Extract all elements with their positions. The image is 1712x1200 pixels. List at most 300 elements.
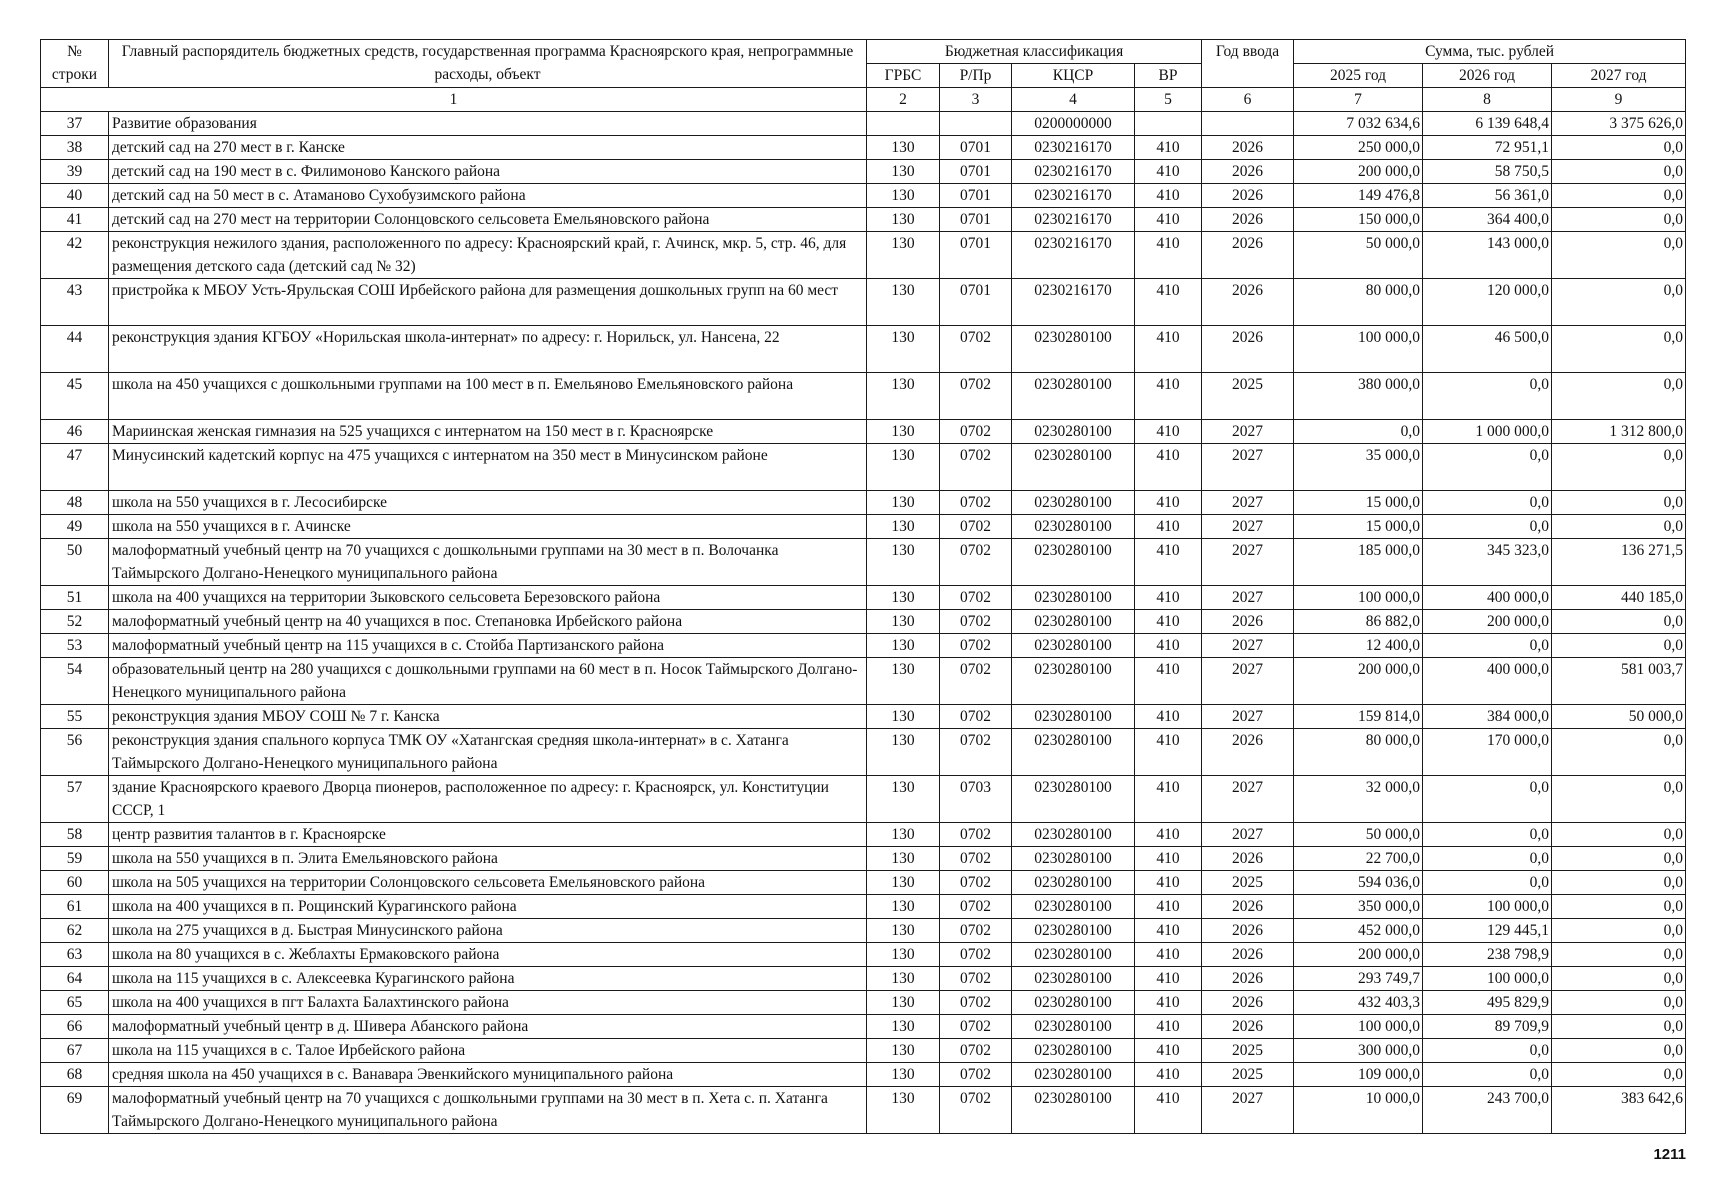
sum-2026: 0,0 [1423,634,1552,658]
sum-2025: 150 000,0 [1294,208,1423,232]
row-number: 64 [41,967,109,991]
year-intro: 2026 [1202,279,1294,326]
sum-2027: 0,0 [1552,847,1686,871]
vr-code: 410 [1135,326,1202,373]
sum-2027: 0,0 [1552,491,1686,515]
sum-2027: 0,0 [1552,729,1686,776]
rpr-code: 0702 [940,1087,1012,1134]
rpr-code: 0702 [940,943,1012,967]
sum-2027: 0,0 [1552,1039,1686,1063]
row-number: 57 [41,776,109,823]
rpr-code: 0701 [940,208,1012,232]
header-vr: ВР [1135,64,1202,88]
row-number: 68 [41,1063,109,1087]
sum-2026: 0,0 [1423,491,1552,515]
grbs-code: 130 [867,136,940,160]
sum-2026: 120 000,0 [1423,279,1552,326]
header-col-num: 1 [41,88,867,112]
row-number: 67 [41,1039,109,1063]
grbs-code: 130 [867,1087,940,1134]
year-intro: 2025 [1202,1039,1294,1063]
row-number: 69 [41,1087,109,1134]
sum-2025: 32 000,0 [1294,776,1423,823]
vr-code: 410 [1135,991,1202,1015]
grbs-code: 130 [867,847,940,871]
rpr-code: 0702 [940,373,1012,420]
sum-2026: 170 000,0 [1423,729,1552,776]
sum-2025: 594 036,0 [1294,871,1423,895]
kcsr-code: 0230280100 [1012,823,1135,847]
rpr-code: 0702 [940,539,1012,586]
sum-2027: 0,0 [1552,515,1686,539]
year-intro: 2027 [1202,444,1294,491]
budget-table-sheet [40,39,1685,1134]
row-number: 39 [41,160,109,184]
rpr-code: 0702 [940,1063,1012,1087]
row-number: 46 [41,420,109,444]
grbs-code: 130 [867,1063,940,1087]
kcsr-code: 0230280100 [1012,967,1135,991]
grbs-code: 130 [867,729,940,776]
sum-2026: 6 139 648,4 [1423,112,1552,136]
rpr-code: 0702 [940,634,1012,658]
sum-2027: 1 312 800,0 [1552,420,1686,444]
year-intro: 2026 [1202,729,1294,776]
rpr-code: 0702 [940,919,1012,943]
header-sum: Сумма, тыс. рублей [1294,40,1686,64]
table-row [41,1039,1686,1063]
object-name: центр развития талантов в г. Красноярске [109,823,867,847]
sum-2026: 0,0 [1423,515,1552,539]
table-row [41,895,1686,919]
row-number: 41 [41,208,109,232]
row-number: 52 [41,610,109,634]
table-row [41,586,1686,610]
object-name: малоформатный учебный центр на 115 учащихся в с. Стойба Партизанского района [109,634,867,658]
table-header [41,40,1686,112]
sum-2025: 100 000,0 [1294,326,1423,373]
rpr-code: 0702 [940,1015,1012,1039]
rpr-code: 0702 [940,515,1012,539]
table-row [41,208,1686,232]
year-intro: 2026 [1202,943,1294,967]
object-name: Мариинская женская гимназия на 525 учащихся с интернатом на 150 мест в г. Красноярске [109,420,867,444]
vr-code: 410 [1135,160,1202,184]
object-name: реконструкция здания КГБОУ «Норильская школа-интернат» по адресу: г. Норильск, ул. Нансена, 22 [109,326,867,373]
object-name: пристройка к МБОУ Усть-Ярульская СОШ Ирбейского района для размещения дошкольных групп на 60 мест [109,279,867,326]
grbs-code: 130 [867,373,940,420]
kcsr-code: 0230216170 [1012,136,1135,160]
grbs-code: 130 [867,586,940,610]
sum-2026: 400 000,0 [1423,586,1552,610]
year-intro: 2026 [1202,232,1294,279]
grbs-code: 130 [867,515,940,539]
sum-2026: 100 000,0 [1423,895,1552,919]
header-rpr: Р/Пр [940,64,1012,88]
sum-2025: 432 403,3 [1294,991,1423,1015]
sum-2027: 0,0 [1552,444,1686,491]
row-number: 63 [41,943,109,967]
table-row [41,326,1686,373]
sum-2026: 364 400,0 [1423,208,1552,232]
table-row [41,847,1686,871]
kcsr-code: 0230216170 [1012,160,1135,184]
row-number: 58 [41,823,109,847]
rpr-code: 0702 [940,326,1012,373]
vr-code: 410 [1135,847,1202,871]
year-intro: 2025 [1202,373,1294,420]
object-name: школа на 80 учащихся в с. Жеблахты Ермаковского района [109,943,867,967]
object-name: школа на 505 учащихся на территории Солонцовского сельсовета Емельяновского района [109,871,867,895]
grbs-code: 130 [867,658,940,705]
row-number: 62 [41,919,109,943]
sum-2025: 200 000,0 [1294,943,1423,967]
header-row-number [41,40,109,88]
sum-2025: 200 000,0 [1294,658,1423,705]
kcsr-code: 0230280100 [1012,515,1135,539]
object-name: средняя школа на 450 учащихся в с. Ванавара Эвенкийского муниципального района [109,1063,867,1087]
grbs-code: 130 [867,919,940,943]
sum-2026: 0,0 [1423,373,1552,420]
row-number: 37 [41,112,109,136]
year-intro: 2026 [1202,184,1294,208]
year-intro: 2027 [1202,658,1294,705]
kcsr-code: 0230280100 [1012,658,1135,705]
object-name: школа на 400 учащихся в пгт Балахта Балахтинского района [109,991,867,1015]
sum-2027: 50 000,0 [1552,705,1686,729]
header-grbs: ГРБС [867,64,940,88]
kcsr-code: 0230280100 [1012,610,1135,634]
rpr-code: 0701 [940,160,1012,184]
sum-2027: 0,0 [1552,919,1686,943]
object-name: малоформатный учебный центр в д. Шивера Абанского района [109,1015,867,1039]
header-col-num: 4 [1012,88,1135,112]
sum-2025: 100 000,0 [1294,586,1423,610]
sum-2026: 0,0 [1423,847,1552,871]
object-name: малоформатный учебный центр на 70 учащихся с дошкольными группами на 30 мест в п. Хета с. п. Хатанга Таймырского Долгано-Ненецкого муниципального района [109,1087,867,1134]
sum-2025: 149 476,8 [1294,184,1423,208]
header-col-num: 2 [867,88,940,112]
header-col-num: 3 [940,88,1012,112]
grbs-code: 130 [867,491,940,515]
year-intro: 2026 [1202,160,1294,184]
sum-2025: 10 000,0 [1294,1087,1423,1134]
table-body [41,112,1686,1134]
vr-code: 410 [1135,184,1202,208]
kcsr-code: 0230280100 [1012,919,1135,943]
grbs-code: 130 [867,420,940,444]
sum-2027: 0,0 [1552,184,1686,208]
object-name: школа на 115 учащихся в с. Алексеевка Курагинского района [109,967,867,991]
rpr-code: 0702 [940,491,1012,515]
sum-2026: 495 829,9 [1423,991,1552,1015]
table-row [41,1063,1686,1087]
row-number: 61 [41,895,109,919]
vr-code: 410 [1135,420,1202,444]
kcsr-code: 0230280100 [1012,1015,1135,1039]
table-row [41,136,1686,160]
grbs-code: 130 [867,279,940,326]
grbs-code: 130 [867,444,940,491]
vr-code: 410 [1135,871,1202,895]
sum-2026: 384 000,0 [1423,705,1552,729]
sum-2027: 0,0 [1552,871,1686,895]
grbs-code: 130 [867,776,940,823]
header-col-num: 6 [1202,88,1294,112]
table-row [41,112,1686,136]
object-name: детский сад на 190 мест в с. Филимоново Канского района [109,160,867,184]
header-main-title: Главный распорядитель бюджетных средств, государственная программа Красноярского края, непрограммные расходы, объект [109,40,867,88]
row-number: 66 [41,1015,109,1039]
kcsr-code: 0230280100 [1012,326,1135,373]
sum-2026: 0,0 [1423,1039,1552,1063]
kcsr-code: 0230280100 [1012,847,1135,871]
kcsr-code: 0230280100 [1012,1087,1135,1134]
table-row [41,1015,1686,1039]
sum-2027: 0,0 [1552,232,1686,279]
sum-2025: 15 000,0 [1294,491,1423,515]
rpr-code: 0702 [940,444,1012,491]
sum-2027: 0,0 [1552,776,1686,823]
sum-2027: 0,0 [1552,160,1686,184]
kcsr-code: 0230280100 [1012,776,1135,823]
header-col-num: 5 [1135,88,1202,112]
table-row [41,491,1686,515]
year-intro: 2025 [1202,871,1294,895]
year-intro: 2026 [1202,895,1294,919]
rpr-code [940,112,1012,136]
table-row [41,184,1686,208]
row-number: 47 [41,444,109,491]
vr-code: 410 [1135,658,1202,705]
row-number: 50 [41,539,109,586]
grbs-code: 130 [867,823,940,847]
rpr-code: 0702 [940,871,1012,895]
vr-code: 410 [1135,136,1202,160]
rpr-code: 0702 [940,705,1012,729]
rpr-code: 0702 [940,586,1012,610]
row-number: 48 [41,491,109,515]
sum-2025: 50 000,0 [1294,823,1423,847]
kcsr-code: 0230216170 [1012,208,1135,232]
sum-2026: 1 000 000,0 [1423,420,1552,444]
vr-code: 410 [1135,729,1202,776]
sum-2025: 250 000,0 [1294,136,1423,160]
vr-code: 410 [1135,1087,1202,1134]
object-name: детский сад на 50 мест в с. Атаманово Сухобузимского района [109,184,867,208]
header-kcsr: КЦСР [1012,64,1135,88]
header-row-number-symbol: № [67,43,82,60]
kcsr-code: 0230280100 [1012,1063,1135,1087]
header-budget-classification: Бюджетная классификация [867,40,1202,64]
object-name: реконструкция здания спального корпуса ТМК ОУ «Хатангская средняя школа-интернат» в с. Хатанга Таймырского Долгано-Ненецкого муниципального района [109,729,867,776]
sum-2027: 3 375 626,0 [1552,112,1686,136]
object-name: реконструкция здания МБОУ СОШ № 7 г. Канска [109,705,867,729]
object-name: школа на 550 учащихся в г. Лесосибирске [109,491,867,515]
header-year-2026: 2026 год [1423,64,1552,88]
sum-2026: 58 750,5 [1423,160,1552,184]
sum-2025: 0,0 [1294,420,1423,444]
kcsr-code: 0230280100 [1012,943,1135,967]
row-number: 54 [41,658,109,705]
year-intro [1202,112,1294,136]
year-intro: 2027 [1202,823,1294,847]
grbs-code: 130 [867,208,940,232]
sum-2027: 0,0 [1552,326,1686,373]
year-intro: 2026 [1202,208,1294,232]
sum-2026: 129 445,1 [1423,919,1552,943]
kcsr-code: 0230280100 [1012,729,1135,776]
rpr-code: 0701 [940,279,1012,326]
object-name: образовательный центр на 280 учащихся с дошкольными группами на 60 мест в п. Носок Таймырского Долгано-Ненецкого муниципального района [109,658,867,705]
rpr-code: 0702 [940,967,1012,991]
sum-2026: 46 500,0 [1423,326,1552,373]
sum-2027: 0,0 [1552,967,1686,991]
sum-2025: 86 882,0 [1294,610,1423,634]
rpr-code: 0701 [940,136,1012,160]
sum-2027: 0,0 [1552,373,1686,420]
kcsr-code: 0230216170 [1012,184,1135,208]
grbs-code: 130 [867,1015,940,1039]
vr-code: 410 [1135,515,1202,539]
year-intro: 2026 [1202,326,1294,373]
grbs-code: 130 [867,871,940,895]
sum-2026: 56 361,0 [1423,184,1552,208]
vr-code [1135,112,1202,136]
table-row [41,658,1686,705]
sum-2025: 159 814,0 [1294,705,1423,729]
rpr-code: 0702 [940,895,1012,919]
vr-code: 410 [1135,279,1202,326]
year-intro: 2026 [1202,1015,1294,1039]
vr-code: 410 [1135,1015,1202,1039]
row-number: 51 [41,586,109,610]
row-number: 60 [41,871,109,895]
sum-2027: 0,0 [1552,279,1686,326]
sum-2026: 345 323,0 [1423,539,1552,586]
vr-code: 410 [1135,610,1202,634]
grbs-code: 130 [867,1039,940,1063]
year-intro: 2025 [1202,1063,1294,1087]
header-col-num: 7 [1294,88,1423,112]
sum-2025: 22 700,0 [1294,847,1423,871]
grbs-code: 130 [867,326,940,373]
year-intro: 2027 [1202,776,1294,823]
sum-2027: 0,0 [1552,895,1686,919]
table-row [41,160,1686,184]
rpr-code: 0703 [940,776,1012,823]
year-intro: 2026 [1202,991,1294,1015]
header-year-2025: 2025 год [1294,64,1423,88]
kcsr-code: 0230216170 [1012,279,1135,326]
sum-2027: 383 642,6 [1552,1087,1686,1134]
grbs-code: 130 [867,895,940,919]
row-number: 45 [41,373,109,420]
table-row [41,444,1686,491]
sum-2027: 0,0 [1552,823,1686,847]
table-row [41,610,1686,634]
kcsr-code: 0200000000 [1012,112,1135,136]
grbs-code: 130 [867,160,940,184]
vr-code: 410 [1135,491,1202,515]
year-intro: 2026 [1202,847,1294,871]
kcsr-code: 0230280100 [1012,539,1135,586]
grbs-code: 130 [867,539,940,586]
object-name: реконструкция нежилого здания, расположенного по адресу: Красноярский край, г. Ачинск, мкр. 5, стр. 46, для размещения детского сада (детский сад № 32) [109,232,867,279]
sum-2025: 80 000,0 [1294,729,1423,776]
object-name: школа на 275 учащихся в д. Быстрая Минусинского района [109,919,867,943]
sum-2025: 452 000,0 [1294,919,1423,943]
rpr-code: 0701 [940,184,1012,208]
year-intro: 2027 [1202,586,1294,610]
grbs-code: 130 [867,967,940,991]
table-row [41,967,1686,991]
rpr-code: 0702 [940,420,1012,444]
header-year-2027: 2027 год [1552,64,1686,88]
row-number: 56 [41,729,109,776]
sum-2027: 0,0 [1552,208,1686,232]
table-row [41,279,1686,326]
sum-2025: 12 400,0 [1294,634,1423,658]
sum-2026: 400 000,0 [1423,658,1552,705]
grbs-code: 130 [867,943,940,967]
vr-code: 410 [1135,823,1202,847]
rpr-code: 0702 [940,610,1012,634]
sum-2026: 0,0 [1423,1063,1552,1087]
grbs-code: 130 [867,610,940,634]
rpr-code: 0702 [940,658,1012,705]
row-number: 43 [41,279,109,326]
row-number: 49 [41,515,109,539]
vr-code: 410 [1135,373,1202,420]
sum-2027: 0,0 [1552,1063,1686,1087]
sum-2025: 7 032 634,6 [1294,112,1423,136]
year-intro: 2027 [1202,420,1294,444]
vr-code: 410 [1135,1063,1202,1087]
sum-2025: 293 749,7 [1294,967,1423,991]
year-intro: 2027 [1202,705,1294,729]
kcsr-code: 0230280100 [1012,705,1135,729]
header-col-num: 8 [1423,88,1552,112]
vr-code: 410 [1135,776,1202,823]
object-name: школа на 550 учащихся в п. Элита Емельяновского района [109,847,867,871]
table-row [41,420,1686,444]
sum-2027: 0,0 [1552,1015,1686,1039]
vr-code: 410 [1135,1039,1202,1063]
year-intro: 2027 [1202,1087,1294,1134]
row-number: 59 [41,847,109,871]
page-number: 1211 [1653,1146,1686,1163]
kcsr-code: 0230280100 [1012,420,1135,444]
sum-2025: 185 000,0 [1294,539,1423,586]
object-name: Развитие образования [109,112,867,136]
table-row [41,871,1686,895]
object-name: школа на 400 учащихся на территории Зыковского сельсовета Березовского района [109,586,867,610]
sum-2027: 581 003,7 [1552,658,1686,705]
sum-2026: 100 000,0 [1423,967,1552,991]
year-intro: 2026 [1202,136,1294,160]
kcsr-code: 0230216170 [1012,232,1135,279]
sum-2026: 238 798,9 [1423,943,1552,967]
sum-2025: 380 000,0 [1294,373,1423,420]
sum-2026: 89 709,9 [1423,1015,1552,1039]
year-intro: 2027 [1202,515,1294,539]
vr-code: 410 [1135,586,1202,610]
header-row-number-label: строки [51,66,98,83]
grbs-code: 130 [867,184,940,208]
sum-2025: 50 000,0 [1294,232,1423,279]
row-number: 55 [41,705,109,729]
